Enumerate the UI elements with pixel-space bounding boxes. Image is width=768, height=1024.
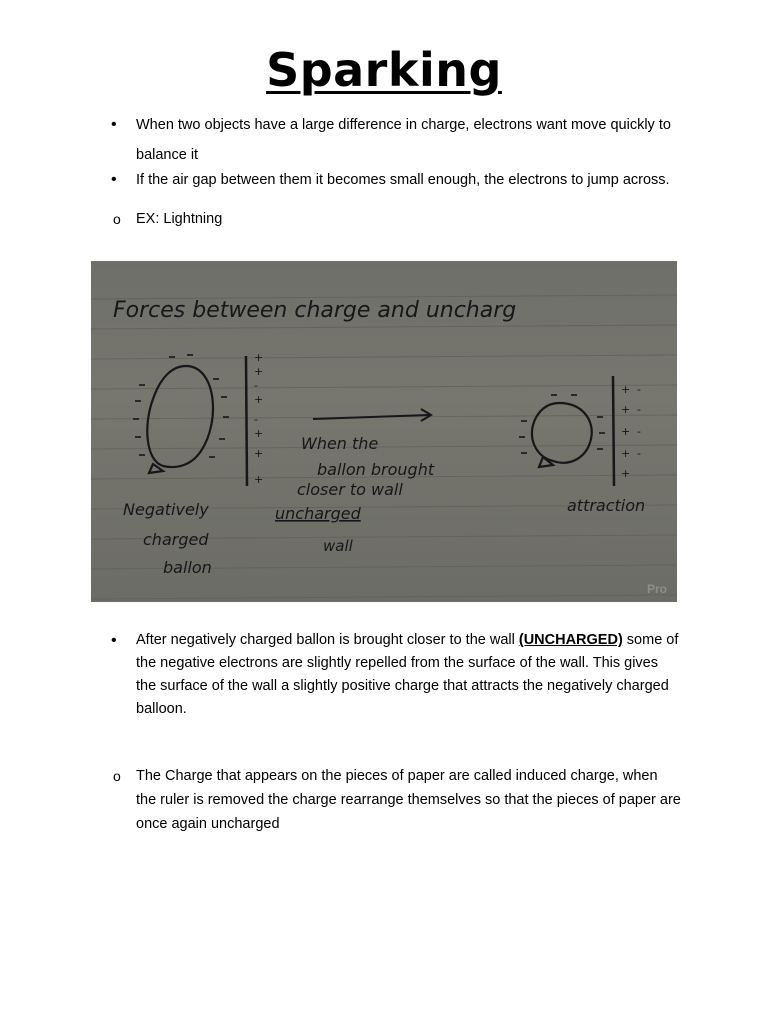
svg-text:+: + — [621, 383, 631, 396]
sub-bullet-marker: o — [113, 768, 121, 784]
bullet-marker: • — [111, 171, 117, 188]
bullet-marker: • — [111, 116, 117, 133]
photo-heading: Forces between charge and uncharg — [113, 298, 517, 323]
balloon-right-icon — [532, 403, 592, 467]
svg-text:-: - — [637, 447, 641, 460]
svg-text:-: - — [637, 403, 641, 416]
page-title: Sparking — [266, 43, 502, 97]
svg-text:-: - — [637, 383, 641, 396]
caption-right: attraction — [567, 496, 646, 515]
caption-middle-line5: wall — [323, 537, 353, 555]
wall-right — [613, 376, 614, 486]
notebook-photo — [91, 261, 677, 602]
caption-left-line3: ballon — [163, 558, 212, 577]
svg-text:+: + — [254, 351, 264, 364]
svg-text:+: + — [254, 447, 264, 460]
svg-text:+: + — [621, 467, 631, 480]
caption-middle-line3: closer to wall — [297, 480, 403, 499]
bullet-text-after: some of the negative electrons are slightly repelled from the surface of the wall. This gives the surface of the wall a slightly positive charge that attracts the negatively charged balloon. — [136, 632, 679, 717]
svg-text:-: - — [637, 425, 641, 438]
wall-left — [246, 356, 247, 486]
svg-text:+: + — [254, 473, 264, 486]
svg-text:-: - — [254, 379, 258, 392]
svg-text:+: + — [254, 393, 264, 406]
bullet-text: If the air gap between them it becomes small enough, the electrons to jump across. — [136, 172, 670, 188]
bullet-text — [136, 629, 681, 721]
caption-middle-line1: When the — [301, 434, 379, 453]
svg-text:+: + — [621, 403, 631, 416]
svg-text:+: + — [254, 427, 264, 440]
caption-left-line2: charged — [143, 530, 209, 549]
wall-right-charges — [621, 383, 641, 480]
svg-text:+: + — [621, 447, 631, 460]
bullet-text-before: After negatively charged ballon is brought closer to the wall — [136, 632, 519, 648]
caption-left-line1: Negatively — [123, 500, 209, 519]
document-title-container — [0, 42, 768, 98]
sub-bullet-text: EX: Lightning — [136, 211, 223, 227]
uncharged-emphasis: (UNCHARGED) — [518, 632, 623, 648]
balloon-left-icon — [147, 366, 213, 473]
svg-text:-: - — [254, 413, 258, 426]
svg-text:+: + — [254, 365, 264, 378]
photo-watermark: Pro — [647, 582, 668, 596]
notebook-sketch — [91, 261, 677, 602]
arrow-icon — [313, 409, 431, 421]
caption-middle-line4: uncharged — [275, 504, 361, 523]
wall-left-charges — [254, 351, 263, 486]
bullet-text: When two objects have a large difference in charge, electrons want move quickly to balance it — [136, 117, 671, 163]
caption-middle-line2: ballon brought — [317, 460, 435, 479]
bullet-marker: • — [111, 632, 117, 649]
sub-bullet-text: The Charge that appears on the pieces of paper are called induced charge, when the ruler is removed the charge rearrange themselves so that the pieces of paper are once again uncharged — [136, 768, 681, 832]
sub-bullet-marker: o — [113, 211, 121, 227]
svg-text:+: + — [621, 425, 631, 438]
